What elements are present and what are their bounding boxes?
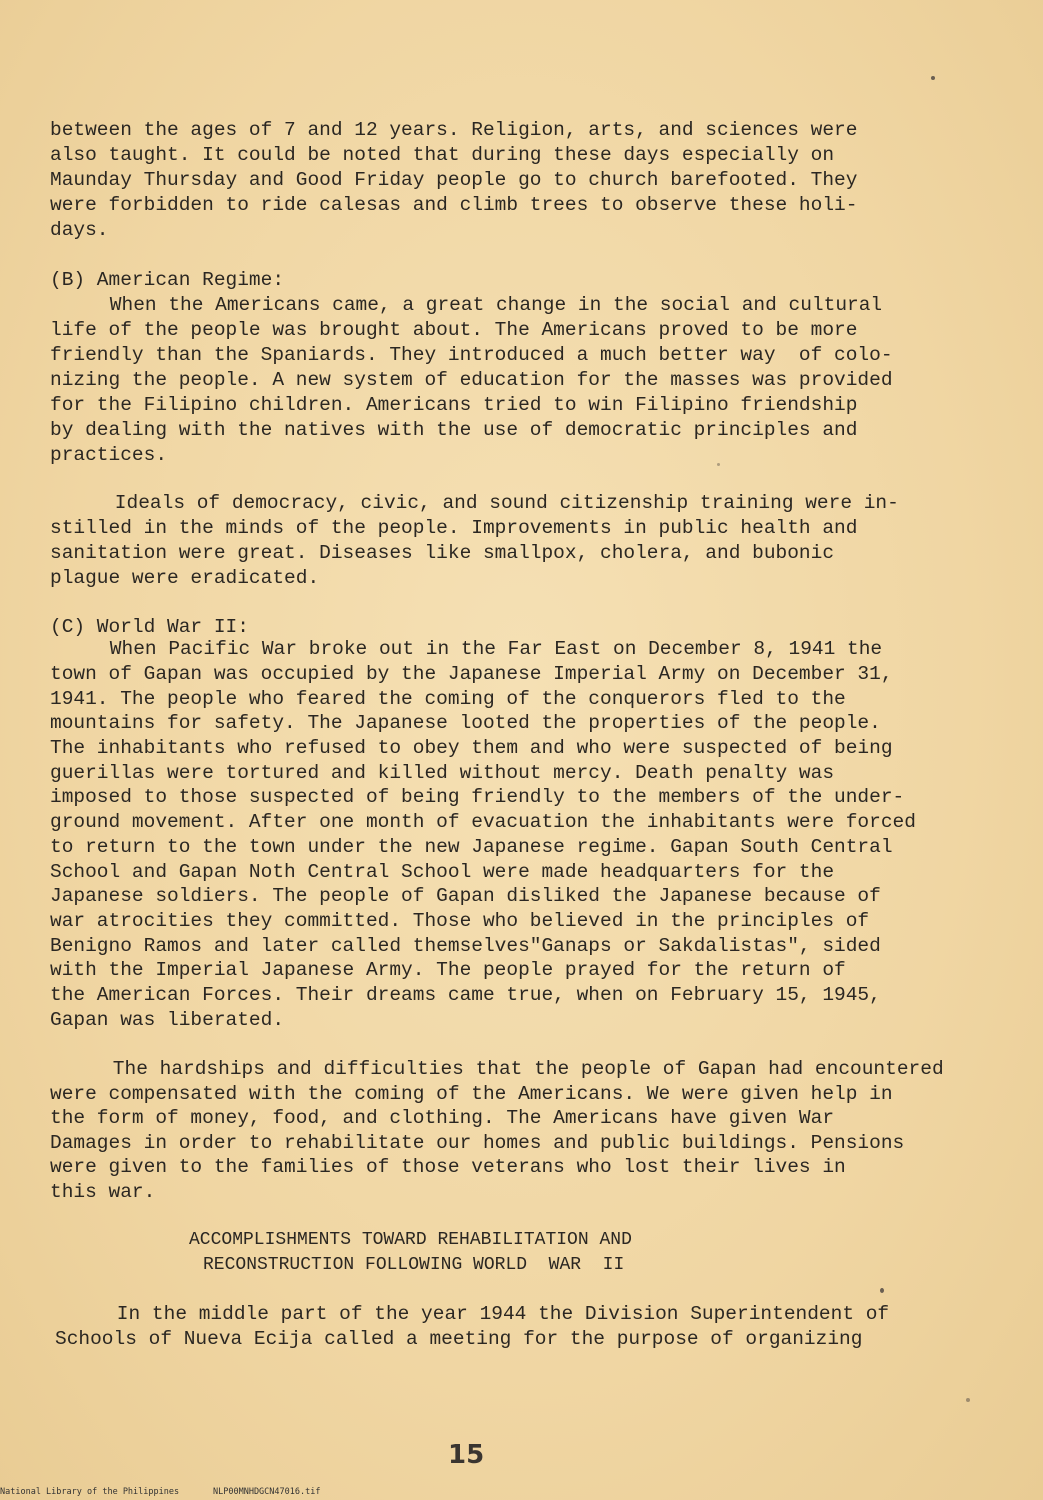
text-line: Ideals of democracy, civic, and sound citizenship training were in- [68,492,899,514]
text-line: Benigno Ramos and later called themselves"Ganaps or Sakdalistas", sided [50,935,881,957]
text-line: Damages in order to rehabilitate our homes and public buildings. Pensions [50,1132,905,1154]
section-heading: (C) World War II: [50,616,249,638]
text-line: In the middle part of the year 1944 the Division Superintendent of [70,1303,890,1325]
text-line: friendly than the Spaniards. They introduced a much better way of colo- [50,344,893,366]
text-line: The hardships and difficulties that the people of Gapan had encountered [66,1058,944,1080]
text-line: war atrocities they committed. Those who believed in the principles of [50,910,870,932]
text-line: town of Gapan was occupied by the Japanese Imperial Army on December 31, [50,663,893,685]
text-line: this war. [50,1181,156,1203]
text-line: practices. [50,444,168,466]
scan-speck [717,463,720,466]
scan-speck [966,1398,970,1402]
text-line: Japanese soldiers. The people of Gapan disliked the Japanese because of [50,885,881,907]
text-line: imposed to those suspected of being friendly to the members of the under- [50,786,905,808]
text-line: were forbidden to ride calesas and climb trees to observe these holi- [50,194,858,216]
text-line: life of the people was brought about. The Americans proved to be more [50,319,858,341]
text-line: When Pacific War broke out in the Far East on December 8, 1941 the [63,638,883,660]
text-line: mountains for safety. The Japanese looted the properties of the people. [50,712,881,734]
text-line: sanitation were great. Diseases like smallpox, cholera, and bubonic [50,542,835,564]
text-line: 1941. The people who feared the coming of the conquerors fled to the [50,688,846,710]
text-line: days. [50,219,109,241]
text-line: with the Imperial Japanese Army. The people prayed for the return of [50,959,846,981]
text-line: Maunday Thursday and Good Friday people go to church barefooted. They [50,169,858,191]
text-line: Schools of Nueva Ecija called a meeting for the purpose of organizing [55,1328,863,1350]
page-number: 15 [448,1440,485,1470]
centered-heading: ACCOMPLISHMENTS TOWARD REHABILITATION AND [189,1230,632,1250]
text-line: ground movement. After one month of evacuation the inhabitants were forced [50,811,916,833]
text-line: When the Americans came, a great change in the social and cultural [63,294,883,316]
text-line: by dealing with the natives with the use of democratic principles and [50,419,858,441]
text-line: to return to the town under the new Japanese regime. Gapan South Central [50,836,893,858]
text-line: stilled in the minds of the people. Improvements in public health and [50,517,858,539]
text-line: nizing the people. A new system of education for the masses was provided [50,369,893,391]
text-line: the American Forces. Their dreams came true, when on February 15, 1945, [50,984,881,1006]
text-line: guerillas were tortured and killed without mercy. Death penalty was [50,762,835,784]
scan-speck [931,76,935,80]
text-line: were compensated with the coming of the Americans. We were given help in [50,1083,893,1105]
text-line: School and Gapan Noth Central School were made headquarters for the [50,861,835,883]
text-line: The inhabitants who refused to obey them and who were suspected of being [50,737,893,759]
text-line: between the ages of 7 and 12 years. Religion, arts, and sciences were [50,119,858,141]
text-line: the form of money, food, and clothing. The Americans have given War [50,1107,835,1129]
text-line: plague were eradicated. [50,567,320,589]
footer-filename: NLP00MNHDGCN47016.tif [213,1487,321,1497]
scan-speck [880,1288,884,1293]
text-line: also taught. It could be noted that during these days especially on [50,144,835,166]
footer-library: National Library of the Philippines [0,1487,180,1497]
text-line: Gapan was liberated. [50,1009,285,1031]
text-line: were given to the families of those veterans who lost their lives in [50,1156,846,1178]
centered-heading: RECONSTRUCTION FOLLOWING WORLD WAR II [203,1255,625,1275]
section-heading: (B) American Regime: [50,269,285,291]
text-line: for the Filipino children. Americans tried to win Filipino friendship [50,394,858,416]
